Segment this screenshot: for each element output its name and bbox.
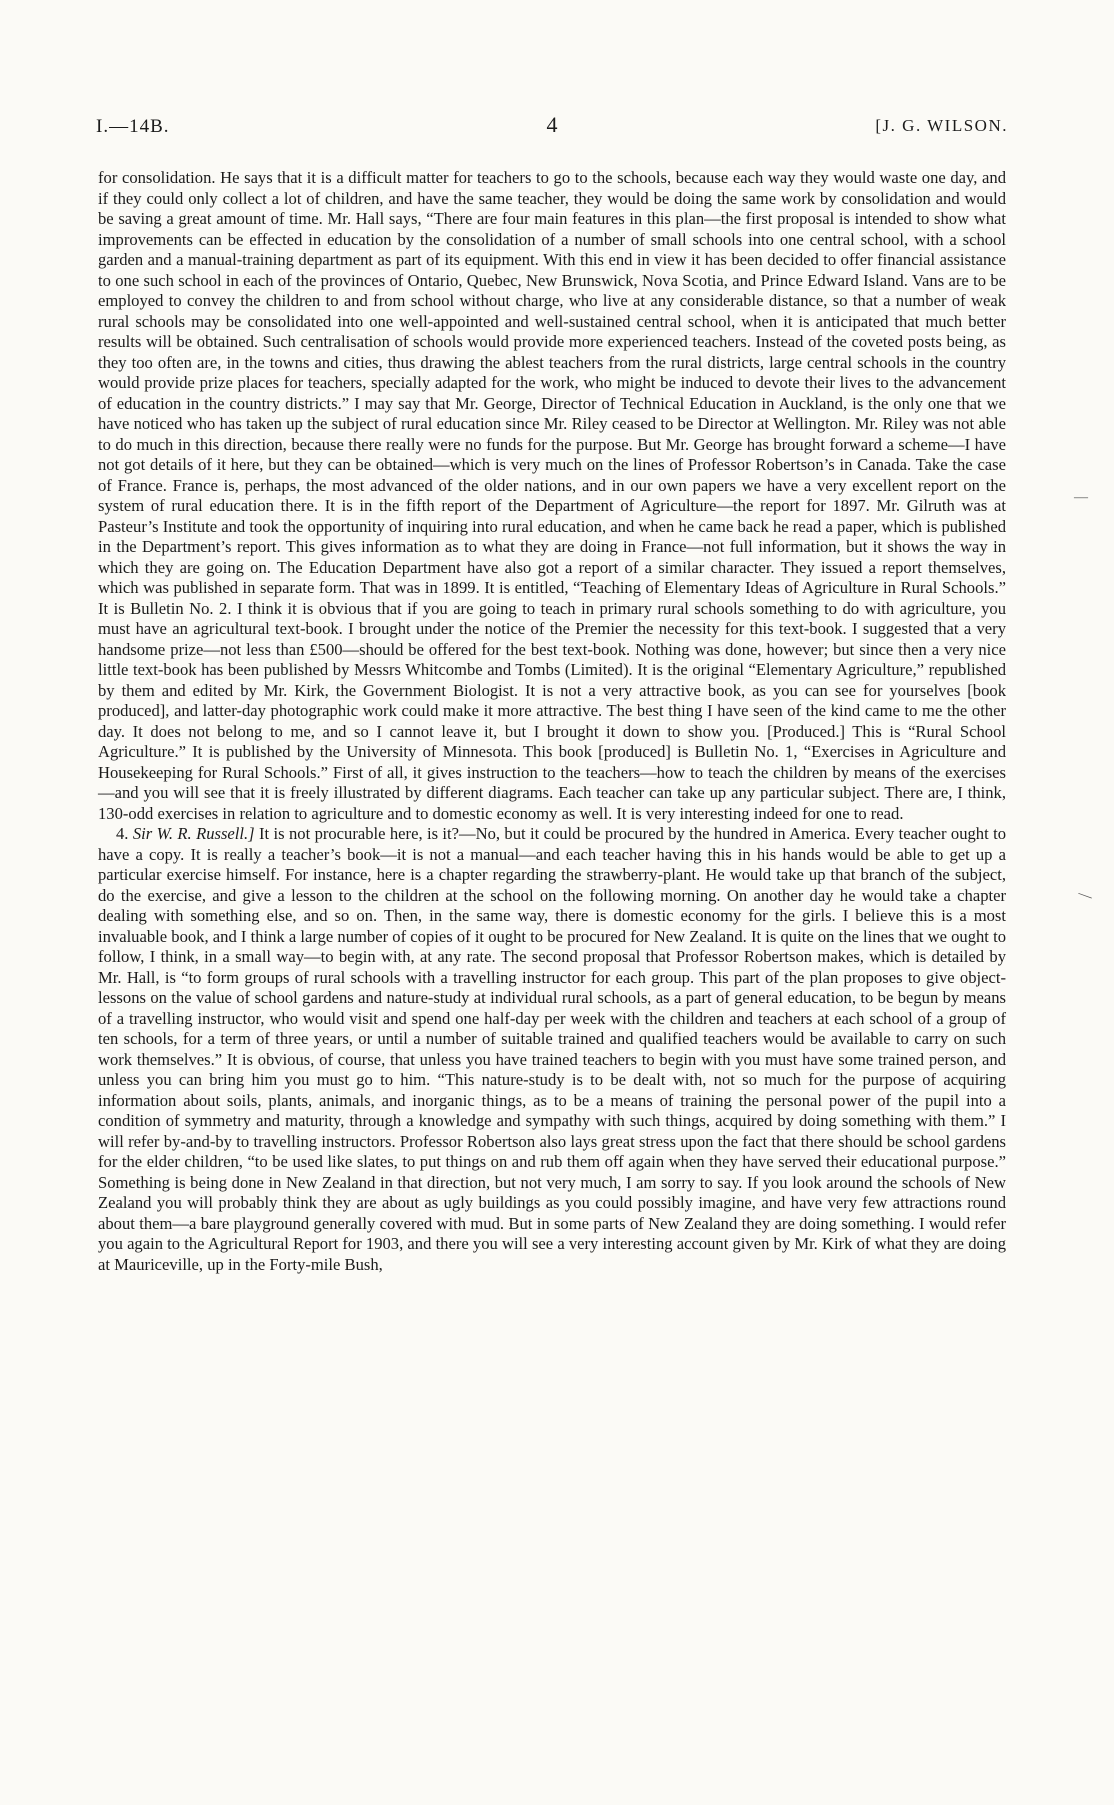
paragraph-continuation: for consolidation. He says that it is a difficult matter for teachers to go to the schools, because each way they would waste one day, and if they could only collect a lot of children, and have the same teacher, they would be doing the same work by consolidation and would be saving a great amount of time. Mr. Hall says, “There are four main features in this plan—the first proposal is intended to show what improvements can be effected in education by the consolidation of a number of small schools into one central school, with a school garden and a manual-training department as part of its equipment. With this end in view it has been decided to offer financial assistance to one such school in each of the provinces of Ontario, Quebec, New Brunswick, Nova Scotia, and Prince Edward Island. Vans are to be employed to convey the children to and from school without charge, who live at any considerable distance, so that a number of weak rural schools may be consolidated into one well-appointed and well-sustained central school, when it is anticipated that much better results will be obtained. Such centralisation of schools would provide more experienced teachers. Instead of the coveted posts being, as they too often are, in the towns and cities, thus drawing the ablest teachers from the rural districts, large central schools in the country would provide prize places for teachers, specially adapted for the work, who might be induced to devote their lives to the advancement of education in the country districts.” I may say that Mr. George, Director of Technical Education in Auckland, is the only one that we have noticed who has taken up the subject of rural education since Mr. Riley ceased to be Director at Wellington. Mr. Riley was not able to do much in this direction, because there really were no funds for the purpose. But Mr. George has brought forward a scheme—I have not got details of it here, but they can be obtained—which is very much on the lines of Professor Robertson’s in Canada. Take the case of France. France is, perhaps, the most advanced of the older nations, and in our own papers we have a very excellent report on the system of rural education there. It is in the fifth report of the Department of Agriculture—the report for 1897. Mr. Gilruth was at Pasteur’s Institute and took the opportunity of inquiring into rural education, and when he came back he read a paper, which is published in the Department’s report. This gives information as to what they are doing in France—not full information, but it shows the way in which they are going on. The Education Department have also got a report of a similar character. They issued a report themselves, which was published in separate form. That was in 1899. It is entitled, “Teaching of Elementary Ideas of Agriculture in Rural Schools.” It is Bulletin No. 2. I think it is obvious that if you are going to teach in primary rural schools something to do with agriculture, you must have an agricultural text-book. I brought under the notice of the Premier the necessity for this text-book. I suggested that a very handsome prize—not less than £500—should be offered for the best text-book. Nothing was done, however; but since then a very nice little text-book has been published by Messrs Whitcombe and Tombs (Limited). It is the original “Elementary Agriculture,” republished by them and edited by Mr. Kirk, the Government Biologist. It is not a very attractive book, as you can see for yourselves [book produced], and latter-day photographic work could make it more attractive. The best thing I have seen of the kind came to me the other day. It does not belong to me, and so I cannot leave it, but I brought it down to show you. [Produced.] This is “Rural School Agriculture.” It is published by the University of Minnesota. This book [produced] is Bulletin No. 1, “Exercises in Agriculture and Housekeeping for Rural Schools.” First of all, it gives instruction to the teachers—how to teach the children by means of the exercises—and you will see that it is freely illustrated by different diagrams. Each teacher can take up any particular subject. There are, I think, 130-odd exercises in relation to agriculture and to domestic economy as well. It is very interesting indeed for one to read.	[98, 168, 1006, 823]
page-header	[96, 112, 1008, 148]
document-reference: I.—14B.	[96, 116, 170, 137]
body-text	[98, 168, 1006, 1275]
question-answer-text: It is not procurable here, is it?—No, but it could be procured by the hundred in America. Every teacher ought to have a copy. It is really a teacher’s book—it is not a manual—and each teacher having this in his hands would be able to get up a particular exercise himself. For instance, here is a chapter regarding the strawberry-plant. He would take up that branch of the subject, do the exercise, and give a lesson to the children at the school on the following morning. On another day he would take a chapter dealing with something else, and so on. Then, in the same way, there is domestic economy for the girls. I believe this is a most invaluable book, and I think a large number of copies of it ought to be procured for New Zealand. It is quite on the lines that we ought to follow, I think, in a small way—to begin with, at any rate. The second proposal that Professor Robertson makes, which is detailed by Mr. Hall, is “to form groups of rural schools with a travelling instructor for each group. This part of the plan proposes to give object-lessons on the value of school gardens and nature-study at individual rural schools, as a part of general education, to be begun by means of a travelling instructor, who would visit and spend one half-day per week with the children and teachers at each school of a group of ten schools, for a term of three years, or until a number of suitable trained and qualified teachers would be available to carry on such work themselves.” It is obvious, of course, that unless you have trained teachers to begin with you must have some trained person, and unless you can bring him you must go to him. “This nature-study is to be dealt with, not so much for the purpose of acquiring information about soils, plants, animals, and inorganic things, as to be a means of training the personal power of the pupil into a condition of symmetry and maturity, through a knowledge and sympathy with such things, acquired by doing something with them.” I will refer by-and-by to travelling instructors. Professor Robertson also lays great stress upon the fact that there should be school gardens for the elder children, “to be used like slates, to put things on and rub them off again when they have served their educational purpose.” Something is being done in New Zealand in that direction, but not very much, I am sorry to say. If you look around the schools of New Zealand you will probably think they are about as ugly buildings as you could possibly imagine, and have very few attractions round about them—a bare playground generally covered with mud. But in some parts of New Zealand they are doing something. I would refer you again to the Agricultural Report for 1903, and there you will see a very interesting account given by Mr. Kirk of what they are doing at Mauriceville, up in the Forty-mile Bush,	[98, 824, 1006, 1274]
margin-tick-mark: —	[1076, 886, 1095, 905]
questioner-name: Sir W. R. Russell.]	[132, 824, 255, 843]
page-number: 4	[546, 112, 558, 137]
margin-tick-mark: —	[1074, 490, 1088, 505]
witness-name: [J. G. WILSON.	[875, 116, 1008, 135]
question-number: 4.	[116, 824, 129, 843]
paragraph-question-4	[98, 824, 1006, 1275]
